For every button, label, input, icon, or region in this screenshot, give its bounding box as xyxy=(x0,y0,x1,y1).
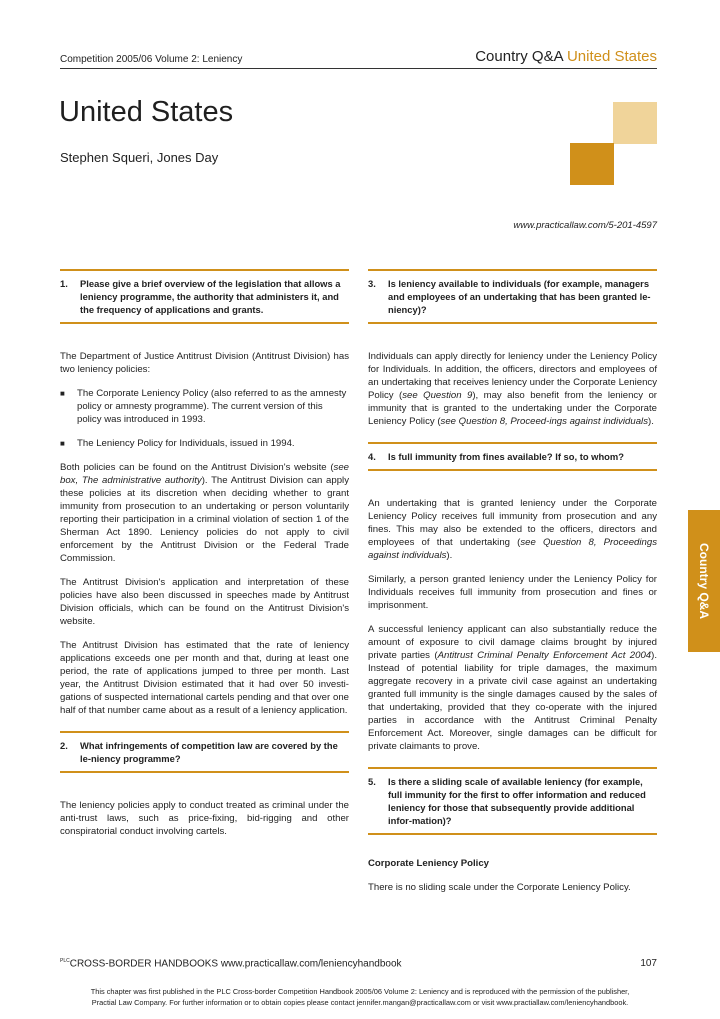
footer-text: CROSS-BORDER HANDBOOKS www.practicallaw.com/leniencyhandbook xyxy=(69,958,402,970)
footer-publication xyxy=(60,958,402,969)
question-text: Is full immunity from fines available? If so, to whom? xyxy=(388,451,624,462)
question-number: 2. xyxy=(60,740,68,751)
header-rule xyxy=(60,68,657,69)
cross-reference[interactable]: see Question 8, Proceedings against individuals xyxy=(368,537,657,561)
header-country: United States xyxy=(566,48,657,65)
paragraph: The Antitrust Division's application and interpretation of these policies have also been discussed in speeches made by Antitrust Division officials, which can be found on the Antitrust Division's website. xyxy=(60,577,349,627)
decorative-square-light xyxy=(613,102,657,144)
running-header-left: Competition 2005/06 Volume 2: Leniency xyxy=(60,54,243,65)
question-4 xyxy=(368,442,657,471)
question-number: 1. xyxy=(60,278,68,289)
decorative-square-dark xyxy=(570,143,614,185)
bullet-icon: ■ xyxy=(60,389,65,398)
subheading: Corporate Leniency Policy xyxy=(368,858,490,869)
question-5 xyxy=(368,767,657,835)
author-line: Stephen Squeri, Jones Day xyxy=(60,150,219,165)
cross-reference[interactable]: see Question 9 xyxy=(402,390,473,401)
page-number: 107 xyxy=(640,958,657,969)
bullet-item xyxy=(60,437,349,450)
question-number: 3. xyxy=(368,278,376,289)
paragraph: An undertaking that is granted leniency under the Corporate Leniency Policy receives full immunity from prosecution and any fines. This may also be extended to the officers, directors and employees of that undertaking (see Question 8, Proceedings against individuals). xyxy=(368,498,657,561)
left-column xyxy=(60,269,349,838)
question-3 xyxy=(368,269,657,324)
question-text: Is leniency available to individuals (for example, managers and employees of an undertaking that has been granted le-niency)? xyxy=(388,278,651,315)
paragraph: Individuals can apply directly for leniency under the Leniency Policy for Individuals. In addition, the officers, directors and employees of an undertaking that receives leniency under the Corporate Leniency Policy (see Question 9), may also benefit from the leniency or immunity that is granted to the undertaking under the Corporate Leniency Policy (see Question 8, Proceed-ings against individuals). xyxy=(368,351,657,427)
bullet-icon: ■ xyxy=(60,439,65,448)
question-2 xyxy=(60,731,349,773)
bullet-text: The Corporate Leniency Policy (also referred to as the amnesty policy or amnesty programme). The current version of this policy was introduced in 1993. xyxy=(77,388,347,425)
right-column xyxy=(368,269,657,894)
question-text: Is there a sliding scale of available leniency (for example, full immunity for the first to offer information and reduced leniency for those that subsequently provide additional infor-mation)? xyxy=(388,776,646,826)
question-1 xyxy=(60,269,349,324)
question-text: What infringements of competition law are covered by the le-niency programme? xyxy=(80,740,338,764)
copyright-line-2: Practial Law Company. For further information or to obtain copies please contact jennifer.mangan@practicallaw.com or visit www.practiallaw.com/leniencyhandbook. xyxy=(91,998,629,1007)
paragraph: A successful leniency applicant can also substantially reduce the amount of exposure to civil damage claims brought by injured private parties (Antitrust Criminal Penalty Enforcement Act 2004). Instead of potential liability for triple damages, the maximum aggregate recovery in a private civil case against an undertaking granted full immunity is the single damages caused by the sales of that undertaking, provided that they co-operate with the injured parties in accordance with the Antitrust Criminal Penalty Enforcement Act. Moreover, single damages can be difficult for private claimants to prove. xyxy=(368,624,658,752)
paragraph: The Antitrust Division has estimated that the rate of leniency applications exceeds one per month and that, during at least one period, the rate of applications jumped to three per month. Last year, the Antitrust Division estimated that it had over 50 investi-gations of suspected international cartels pending and that over one half of that number came about as a result of a leniency application. xyxy=(60,640,349,716)
section-tab[interactable] xyxy=(688,510,720,652)
paragraph: There is no sliding scale under the Corporate Leniency Policy. xyxy=(368,882,631,893)
question-number: 4. xyxy=(368,451,376,462)
footer-superscript: PLC xyxy=(60,958,70,964)
paragraph: The Department of Justice Antitrust Division (Antitrust Division) has two leniency policies: xyxy=(60,351,349,375)
page-title: United States xyxy=(59,96,234,128)
bullet-text: The Leniency Policy for Individuals, issued in 1994. xyxy=(77,438,295,449)
cross-reference[interactable]: see box, The administrative authority xyxy=(60,462,349,486)
question-text: Please give a brief overview of the legislation that allows a leniency programme, the authority that administers it, and the frequency of applications and grants. xyxy=(80,278,341,315)
paragraph: Similarly, a person granted leniency under the Leniency Policy for Individuals receives full immunity from prosecution and fines or imprisonment. xyxy=(368,574,657,611)
bullet-item xyxy=(60,387,349,426)
running-header-right xyxy=(475,48,657,65)
copyright-line-1: This chapter was first published in the PLC Cross-border Competition Handbook 2005/06 Volume 2: Leniency and is reproduced with the permission of the publisher, xyxy=(90,987,630,996)
statute-reference: Antitrust Criminal Penalty Enforcement Act 2004 xyxy=(437,650,652,661)
question-number: 5. xyxy=(368,776,376,787)
cross-reference[interactable]: see Question 8, Proceed-ings against individuals xyxy=(440,416,648,427)
paragraph: The leniency policies apply to conduct treated as criminal under the anti-trust laws, such as price-fixing, bid-rigging and other conspiratorial conduct involving cartels. xyxy=(60,800,349,837)
section-tab-label: Country Q&A xyxy=(697,543,711,619)
paragraph: Both policies can be found on the Antitrust Division's website (see box, The administrative authority). The Antitrust Division can apply these policies at its discretion when deciding whether to grant immunity from prosecution to an undertaking or person voluntarily reporting their participation in a criminal violation of section 1 of the Sherman Act 1890. Leniency policies do not apply to civil enforcement by the Antitrust Division or the Federal Trade Commission. xyxy=(60,462,349,564)
header-section: Country Q&A xyxy=(475,48,567,65)
reference-url[interactable]: www.practicallaw.com/5-201-4597 xyxy=(513,220,657,231)
copyright-note xyxy=(0,986,720,1008)
